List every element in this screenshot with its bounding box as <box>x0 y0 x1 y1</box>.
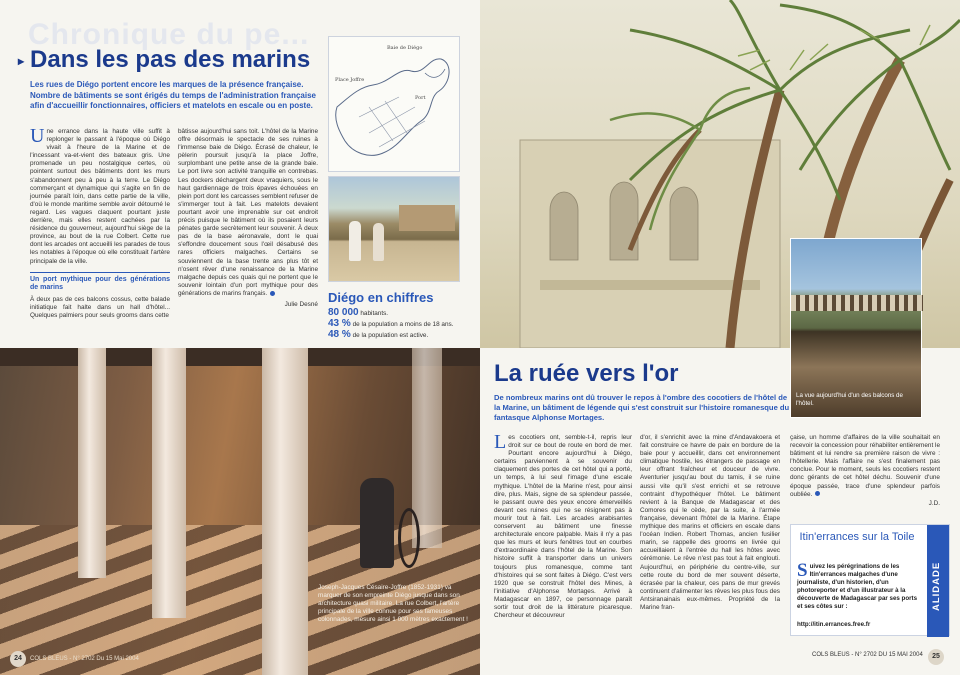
arrow-bullet-icon: ▸ <box>18 53 25 68</box>
balustrade <box>791 295 923 311</box>
author-signature: J.D. <box>928 499 940 507</box>
article-intro-1: Les rues de Diégo portent encore les marques de la présence française. Nombre de bâtiments se sont érigés du temps de l'administration française afin d'accueillir fonctionnaires, officiers et matelots en escale ou en poste. <box>30 80 316 110</box>
drop-cap: S <box>797 560 808 581</box>
article-title-2: La ruée vers l'or <box>494 360 679 387</box>
article-title-1-text: Dans les pas des marins <box>30 46 311 73</box>
balcony-photo <box>790 238 922 418</box>
sidebar-text: Suivez les pérégrinations de les Itin'errances malgaches d'une journaliste, d'un historien, d'un photoreporter et d'un illustrateur à la découverte de Madagascar par ses ports et ses côtes sur : <box>797 560 918 610</box>
map-drawing <box>329 37 461 173</box>
column-4 <box>640 434 780 612</box>
column-4-text: d'or, il s'enrichit avec la mine d'Andavakoera et fait construire ce havre de paix en bordure de la baie pour y accueillir, dans cet environnement climatique hostile, les étrangers de passage en leur offrant fraîcheur et douceur de vivre. Aventurier jusqu'au bout du tamis, il se ruine aussi vite qu'il s'est enrichi et se retrouve contraint d'hypothéquer l'hôtel. Le bâtiment revient à la Banque de Madagascar et des Comores qui le cède, par la suite, à l'armée française, devenant l'hôtel de la Marine. Étape mythique des marins et officiers en escale dans l'océan Indien. Robert Thomas, ancien fusilier marin, se rappelle des grooms en livrée qui accueillaient à l'entrée du hall les hôtes avec cérémonie. Le rêve n'est pas tout à fait englouti. Aujourd'hui, en périphérie du centre-ville, sur cette route du bord de mer souvent déserte, écrasée par la chaleur, ces pans de mur grevés continuent d'alimenter les rêves les plus fous des Antsiranainais eux-mêmes. Propriété de la Marine fran- <box>640 434 780 611</box>
column-1-text-2: À deux pas de ces balcons cossus, cette balade initiatique fait halte dans un hall d'hôtel... Quelques palmiers pour seuls grooms dans cette <box>30 295 170 319</box>
map-label: Baie de Diégo <box>387 45 423 51</box>
column-3-text: es cocotiers ont, semble-t-il, repris leur droit sur ce bout de route en bord de mer. Pourtant encore aujourd'hui à Diégo, certains parviennent à se souvenir du claquement des portes de cet hôtel qui a porté, un temps, à lui seul l'image d'une escale mythique. L'hôtel de la Marine n'est, pour ainsi dire, plus. Mais, signe de sa splendeur passée, le passant ouvre des yeux encore émerveillés devant ces ruines qui ne se résignent pas à mourir tout à fait. Les arcades arabisantes conservent au bâtiment une finesse architecturale encore palpable. Mais il n'y a pas que les murs et leurs fenêtres tout en courbes d'extraordinaire dans l'hôtel de la Marine. Son histoire suffit à transporter dans un univers toujours plus romanesque, comme tant d'histoires qui se sont faites à Diégo. C'est vers 1920 que se construit l'hôtel des Mines, à l'initiative d'Alphonse Mortages. Arrivé à Madagascar en 1897, ce personnage paraît sortir tout droit de la littérature picaresque. Chercheur et découvreur <box>494 434 632 620</box>
cart-wheel <box>398 508 420 568</box>
author-signature: Julie Desné <box>284 300 318 308</box>
column-1 <box>30 125 170 320</box>
stat-line: 48 % de la population est active. <box>328 329 429 340</box>
column-3 <box>494 431 632 620</box>
photo-caption: Joseph-Jacques Césaire-Joffre (1852-1931) va marquer de son empreinte Diégo jusque dans son architecture quasi militaire. La rue Colbert, l'artère principale de la ville connue pour ses fameuses colonnades, mesure ainsi 1 000 mètres exactement ! <box>318 584 468 623</box>
right-page <box>480 0 960 675</box>
pillar <box>152 348 186 618</box>
ghost-heading: Chronique du pe... <box>28 18 310 51</box>
city-map-sketch <box>328 36 460 172</box>
cart-puller-figure <box>360 478 394 568</box>
pillar <box>262 348 308 675</box>
article-intro-2: De nombreux marins ont dû trouver le repos à l'ombre des cocotiers de l'hôtel de la Marine, un bâtiment de légende qui s'est construit sur l'histoire romanesque du fantasque Alphonse Mortages. <box>494 393 790 422</box>
balcony-caption: La vue aujourd'hui d'un des balcons de l'hôtel. <box>796 392 903 407</box>
column-1-text: ne errance dans la haute ville suffit à replonger le passant à l'époque où Diégo vivait à l'heure de la Marine et de l'incessant va-et-vient des bateaux gris. Une promenade un peu nostalgique certes, où pointent surtout des bâtiments dont les murs s'abandonnent peu à peu à la terre. Le Diégo commerçant et dynamique qui s'agite en fin de journée paraît loin, dans cette partie de la ville, d'où le monde maritime semble avoir détourné le regard. Les vagues claquent pourtant juste derrière, mais elles restent cachées par la résidence du gouverneur, aujourd'hui siège de la province, au bout de la rue Colbert. Cette rue dont les arcades ont accueilli les parades de tous les notables à l'époque où elle constituait l'artère principale de la ville. <box>30 128 170 265</box>
article-title-1 <box>18 46 310 74</box>
map-label: Port <box>415 95 426 101</box>
street-photo <box>328 176 460 282</box>
column-5-text: çaise, un homme d'affaires de la ville souhaitait en recevoir la concession pour réhabiliter entièrement le bâtiment et lui rendre sa première raison de vivre : l'hôtellerie. Mais l'affaire ne s'est finalement pas conclue. Pour le moment, seuls les cocotiers restent donc gérants de cet hôtel déchu. Souvenir d'une époque passée, trace d'une splendeur parfois oubliée. <box>790 434 940 498</box>
pedestrian-figure <box>373 223 384 261</box>
pillar <box>78 348 106 578</box>
stat-line: 80 000 habitants. <box>328 307 389 318</box>
page-folio: COLS BLEUS - N° 2702 DU 15 MAI 2004 <box>812 652 923 658</box>
folio-text: COLS BLEUS - N° 2702 Du 15 Mai 2004 <box>30 656 139 662</box>
vertical-label: ALIDADE <box>927 525 949 637</box>
drop-cap: U <box>30 125 45 147</box>
colonnade-photo <box>0 348 480 675</box>
column-5 <box>790 434 940 508</box>
pedestrian-figure <box>349 221 361 261</box>
sidebar-title: Itin'errances sur la Toile <box>799 531 915 543</box>
page-folio <box>10 651 139 667</box>
stats-title: Diégo en chiffres <box>328 290 434 305</box>
end-mark-icon <box>270 291 275 296</box>
map-label: Place Joffre <box>335 77 365 83</box>
arcade-ceiling <box>0 348 480 366</box>
website-link[interactable]: http://itin.errances.free.fr <box>797 621 871 628</box>
stat-line: 43 % de la population a moins de 18 ans. <box>328 318 454 329</box>
column-2 <box>178 128 318 309</box>
page-number: 24 <box>10 651 26 667</box>
column-2-text: bâtisse aujourd'hui sans toit. L'hôtel de la Marine offre désormais le spectacle de ses ruines à l'immense baie de Diégo. Écrasé de chaleur, le pèlerin poursuit jusqu'à la place Joffre, surplombant une petite anse de la grande baie. Le port livre son activité tranquille en contrebas. Les dockers déchargent deux vraquiers, sous le haut gardiennage de trois épaves échouées en plein port dont les carcasses semblent refuser de s'immerger tout à fait. Les matelots devaient pourtant avoir une imprenable sur cet endroit précis puisque le bâtiment où ils posaient leurs pénates garde secrètement leur souvenir. À deux pas de la base aéronavale, dont le quai s'effondre doucement sous l'œil désabusé des rares officiers malgaches. Certains se souviennent de la base trente ans plus tôt et n'osent rêver d'une renaissance de la Marine malgache depuis ces quais qui ne portent que le souvenir lointain d'un port mythique pour des générations de marins français. <box>178 128 318 297</box>
building <box>399 205 455 231</box>
drop-cap: L <box>494 431 507 453</box>
subheading: Un port mythique pour des générations de marins <box>30 272 170 293</box>
end-mark-icon <box>815 491 820 496</box>
sidebar-box <box>790 524 950 636</box>
page-number: 25 <box>928 649 944 665</box>
